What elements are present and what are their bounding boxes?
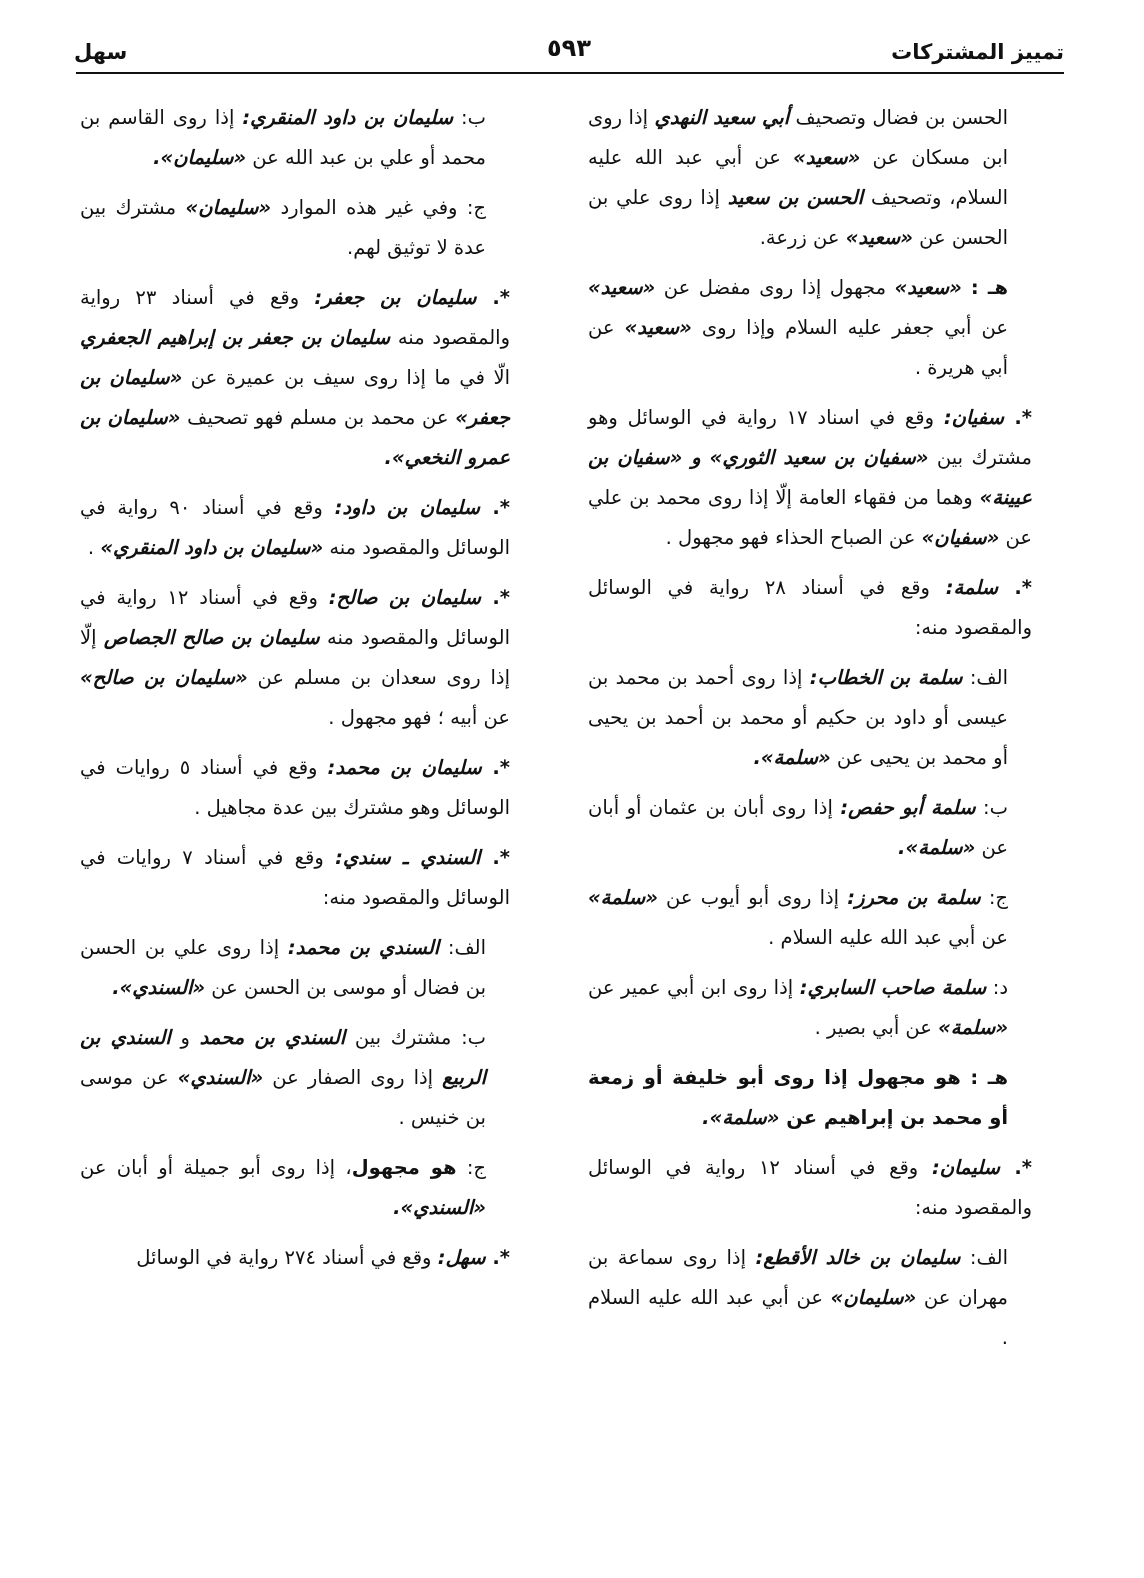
sub-entry-paragraph <box>80 1018 510 1138</box>
emphasized-text: «سليمان بن جعفر» <box>80 366 510 429</box>
emphasized-text: سليمان بن خالد الأقطع: <box>755 1246 961 1269</box>
body-text: و <box>170 1026 200 1049</box>
emphasized-text: سلمة بن محرز: <box>847 886 981 909</box>
entry-paragraph <box>80 488 510 568</box>
body-text: إذا روى علي بن الحسن عن <box>588 186 1008 249</box>
body-text: وقع في أسناد ٩٠ رواية في الوسائل والمقصود منه <box>80 496 510 559</box>
emphasized-text: السندي بن محمد: <box>287 936 440 959</box>
body-text: وقع في اسناد ١٧ رواية في الوسائل وهو مشترك بين <box>588 406 1032 469</box>
body-text: وقع في أسناد ٢٣ رواية والمقصود منه <box>80 286 510 349</box>
body-text: ج: وفي غير هذه الموارد <box>271 196 487 219</box>
emphasized-text: سليمان بن داود المنقري: <box>242 106 454 129</box>
emphasized-text: سليمان بن صالح الجصاص <box>103 626 320 649</box>
body-text: مشترك بين عدة لا توثيق لهم. <box>80 196 486 259</box>
emphasized-text: «السندي». <box>112 976 206 999</box>
emphasized-text: أبي سعيد النهدي <box>654 106 790 129</box>
left-column <box>80 98 510 1288</box>
page-header <box>74 30 1064 70</box>
sub-entry-paragraph <box>588 788 1032 868</box>
entry-marker: *. <box>485 1246 510 1269</box>
body-text: وقع في أسناد ٥ روايات في الوسائل وهو مشترك بين عدة مجاهيل . <box>80 756 510 819</box>
body-text: عن زرعة. <box>759 226 846 249</box>
body-text: الف: <box>960 1246 1008 1269</box>
emphasized-text: هـ : <box>961 276 1009 299</box>
sub-entry-paragraph <box>80 1148 510 1228</box>
emphasized-text: السندي ـ سندي: <box>335 846 481 869</box>
body-text: عن أبي هريرة . <box>588 316 1008 379</box>
header-rule <box>76 72 1064 74</box>
body-text: وقع في أسناد ٢٨ رواية في الوسائل والمقصود منه: <box>588 576 1032 639</box>
body-text: إذا روى أبان بن عثمان أو أبان عن <box>588 796 1008 859</box>
body-text: إذا روى القاسم بن محمد أو علي بن عبد الله عن <box>80 106 486 169</box>
emphasized-text: «سليمان» <box>185 196 272 219</box>
emphasized-text: «السندي». <box>393 1196 486 1219</box>
body-text: عن أبي جعفر عليه السلام وإذا روى <box>691 316 1008 339</box>
sub-entry-paragraph <box>588 968 1032 1048</box>
emphasized-text: سليمان بن محمد: <box>327 756 482 779</box>
sub-entry-paragraph <box>588 268 1032 388</box>
body-text: عن أبي عبد الله عليه السلام، وتصحيف <box>588 146 1008 209</box>
emphasized-text: «سليمان» <box>830 1286 917 1309</box>
body-text: الف: <box>439 936 486 959</box>
body-text: وقع في أسناد ١٢ رواية في الوسائل والمقصود منه: <box>588 1156 1032 1219</box>
body-text: ب: مشترك بين <box>345 1026 486 1049</box>
body-text: ج: <box>980 886 1008 909</box>
emphasized-text: «سعيد» <box>894 276 962 299</box>
emphasized-text: سفيان: <box>943 406 1004 429</box>
body-text: مجهول إذا روى مفضل عن <box>655 276 895 299</box>
entry-marker: *. <box>480 846 510 869</box>
body-text: ج: <box>456 1156 486 1179</box>
emphasized-text: سليمان بن جعفر: <box>314 286 477 309</box>
entry-marker: *. <box>481 756 510 779</box>
emphasized-text: الحسن بن سعيد <box>727 186 864 209</box>
entry-paragraph <box>588 398 1032 558</box>
emphasized-text: هـ : هو مجهول إذا روى أبو خليفة أو زمعة أو محمد بن إبراهيم عن <box>588 1066 1008 1129</box>
body-text: . <box>87 536 101 559</box>
entry-paragraph <box>80 578 510 738</box>
entry-marker: *. <box>998 576 1032 599</box>
entry-paragraph <box>80 1238 510 1278</box>
body-text: وهما من فقهاء العامة إلّا إذا روى محمد بن علي عن <box>588 486 1032 549</box>
emphasized-text: السندي بن الربيع <box>80 1026 486 1089</box>
body-text: عن أبيه ؛ فهو مجهول . <box>328 706 510 729</box>
emphasized-text: «سلمة». <box>753 746 831 769</box>
body-text: عن أبي عبد الله عليه السلام . <box>768 926 1008 949</box>
entry-paragraph <box>80 748 510 828</box>
emphasized-text: سليمان: <box>931 1156 1000 1179</box>
emphasized-text: سليمان بن صالح: <box>328 586 481 609</box>
emphasized-text: سهل: <box>437 1246 486 1269</box>
sub-entry-paragraph <box>588 1238 1032 1358</box>
emphasized-text: سلمة بن الخطاب: <box>809 666 963 689</box>
emphasized-text: «سليمان». <box>153 146 247 169</box>
emphasized-text: «سعيد» <box>588 276 656 299</box>
emphasized-text: «سلمة». <box>702 1106 780 1129</box>
emphasized-text: السندي بن محمد <box>199 1026 346 1049</box>
sub-entry-paragraph <box>588 1058 1032 1138</box>
body-text: إذا روى الصفار عن <box>263 1066 443 1089</box>
emphasized-text: «سعيد» <box>624 316 692 339</box>
body-text: ب: <box>453 106 486 129</box>
emphasized-text: «سفيان بن سعيد الثوري» و «سفيان بن عيينة» <box>588 446 1032 509</box>
emphasized-text: سلمة أبو حفص: <box>840 796 976 819</box>
right-column <box>588 98 1032 1368</box>
emphasized-text: «سعيد» <box>845 226 913 249</box>
body-text: وقع في أسناد ٢٧٤ رواية في الوسائل <box>136 1246 438 1269</box>
emphasized-text: «سليمان بن صالح» <box>80 666 248 689</box>
body-text: إلّا إذا روى سعدان بن مسلم عن <box>80 626 510 689</box>
entry-paragraph <box>80 838 510 918</box>
emphasized-text: «سلمة». <box>898 836 976 859</box>
emphasized-text: سليمان بن داود: <box>334 496 480 519</box>
sub-entry-paragraph <box>80 928 510 1008</box>
emphasized-text: سليمان بن جعفر بن إبراهيم الجعفري <box>80 326 391 349</box>
body-text: إذا روى سماعة بن مهران عن <box>588 1246 1008 1309</box>
body-text: د: <box>986 976 1009 999</box>
body-text: ، إذا روى أبو جميلة أو أبان عن <box>80 1156 352 1179</box>
emphasized-text: هو مجهول <box>351 1156 457 1179</box>
entry-marker: *. <box>476 286 510 309</box>
emphasized-text: سلمة: <box>945 576 999 599</box>
emphasized-text: «سليمان بن داود المنقري» <box>100 536 324 559</box>
entry-marker: *. <box>479 496 510 519</box>
body-text: الف: <box>962 666 1008 689</box>
emphasized-text: «سعيد» <box>793 146 861 169</box>
body-text: ب: <box>975 796 1008 819</box>
body-text: عن محمد بن مسلم فهو تصحيف <box>180 406 456 429</box>
section-title: سهل <box>74 40 128 64</box>
emphasized-text: «سليمان بن عمرو النخعي». <box>80 406 510 469</box>
emphasized-text: «السندي» <box>177 1066 264 1089</box>
sub-entry-paragraph <box>588 658 1032 778</box>
sub-entry-paragraph <box>588 98 1032 258</box>
sub-entry-paragraph <box>80 188 510 268</box>
body-text: إذا روى ابن مسكان عن <box>588 106 1008 169</box>
body-text: عن موسى بن خنيس . <box>80 1066 486 1129</box>
body-text: إذا روى أبو أيوب عن <box>657 886 848 909</box>
body-text: وقع في أسناد ١٢ رواية في الوسائل والمقصود منه <box>80 586 510 649</box>
emphasized-text: سلمة صاحب السابري: <box>799 976 987 999</box>
entry-paragraph <box>588 568 1032 648</box>
emphasized-text: «سلمة» <box>588 886 658 909</box>
body-text: إذا روى علي بن الحسن بن فضال أو موسى بن الحسن عن <box>80 936 486 999</box>
emphasized-text: «سلمة» <box>938 1016 1008 1039</box>
body-text: إذا روى ابن أبي عمير عن <box>588 976 800 999</box>
body-text: عن الصباح الحذاء فهو مجهول . <box>665 526 922 549</box>
sub-entry-paragraph <box>80 98 510 178</box>
body-text: وقع في أسناد ٧ روايات في الوسائل والمقصود منه: <box>80 846 510 909</box>
emphasized-text: «سفيان» <box>921 526 1000 549</box>
sub-entry-paragraph <box>588 878 1032 958</box>
entry-marker: *. <box>1003 406 1032 429</box>
page-number: ٥٩٣ <box>547 34 591 62</box>
entry-paragraph <box>80 278 510 478</box>
body-text: عن أبي عبد الله عليه السلام . <box>588 1286 1008 1349</box>
body-text: إذا روى أحمد بن محمد بن عيسى أو داود بن حكيم أو محمد بن أحمد بن يحيى أو محمد بن يحيى عن <box>588 666 1008 769</box>
body-text: الّا في ما إذا روى سيف بن عميرة عن <box>182 366 510 389</box>
body-text: عن أبي بصير . <box>814 1016 939 1039</box>
entry-paragraph <box>588 1148 1032 1228</box>
body-text: الحسن بن فضال وتصحيف <box>789 106 1008 129</box>
entry-marker: *. <box>480 586 510 609</box>
entry-marker: *. <box>1000 1156 1032 1179</box>
running-title: تمييز المشتركات <box>891 40 1064 64</box>
